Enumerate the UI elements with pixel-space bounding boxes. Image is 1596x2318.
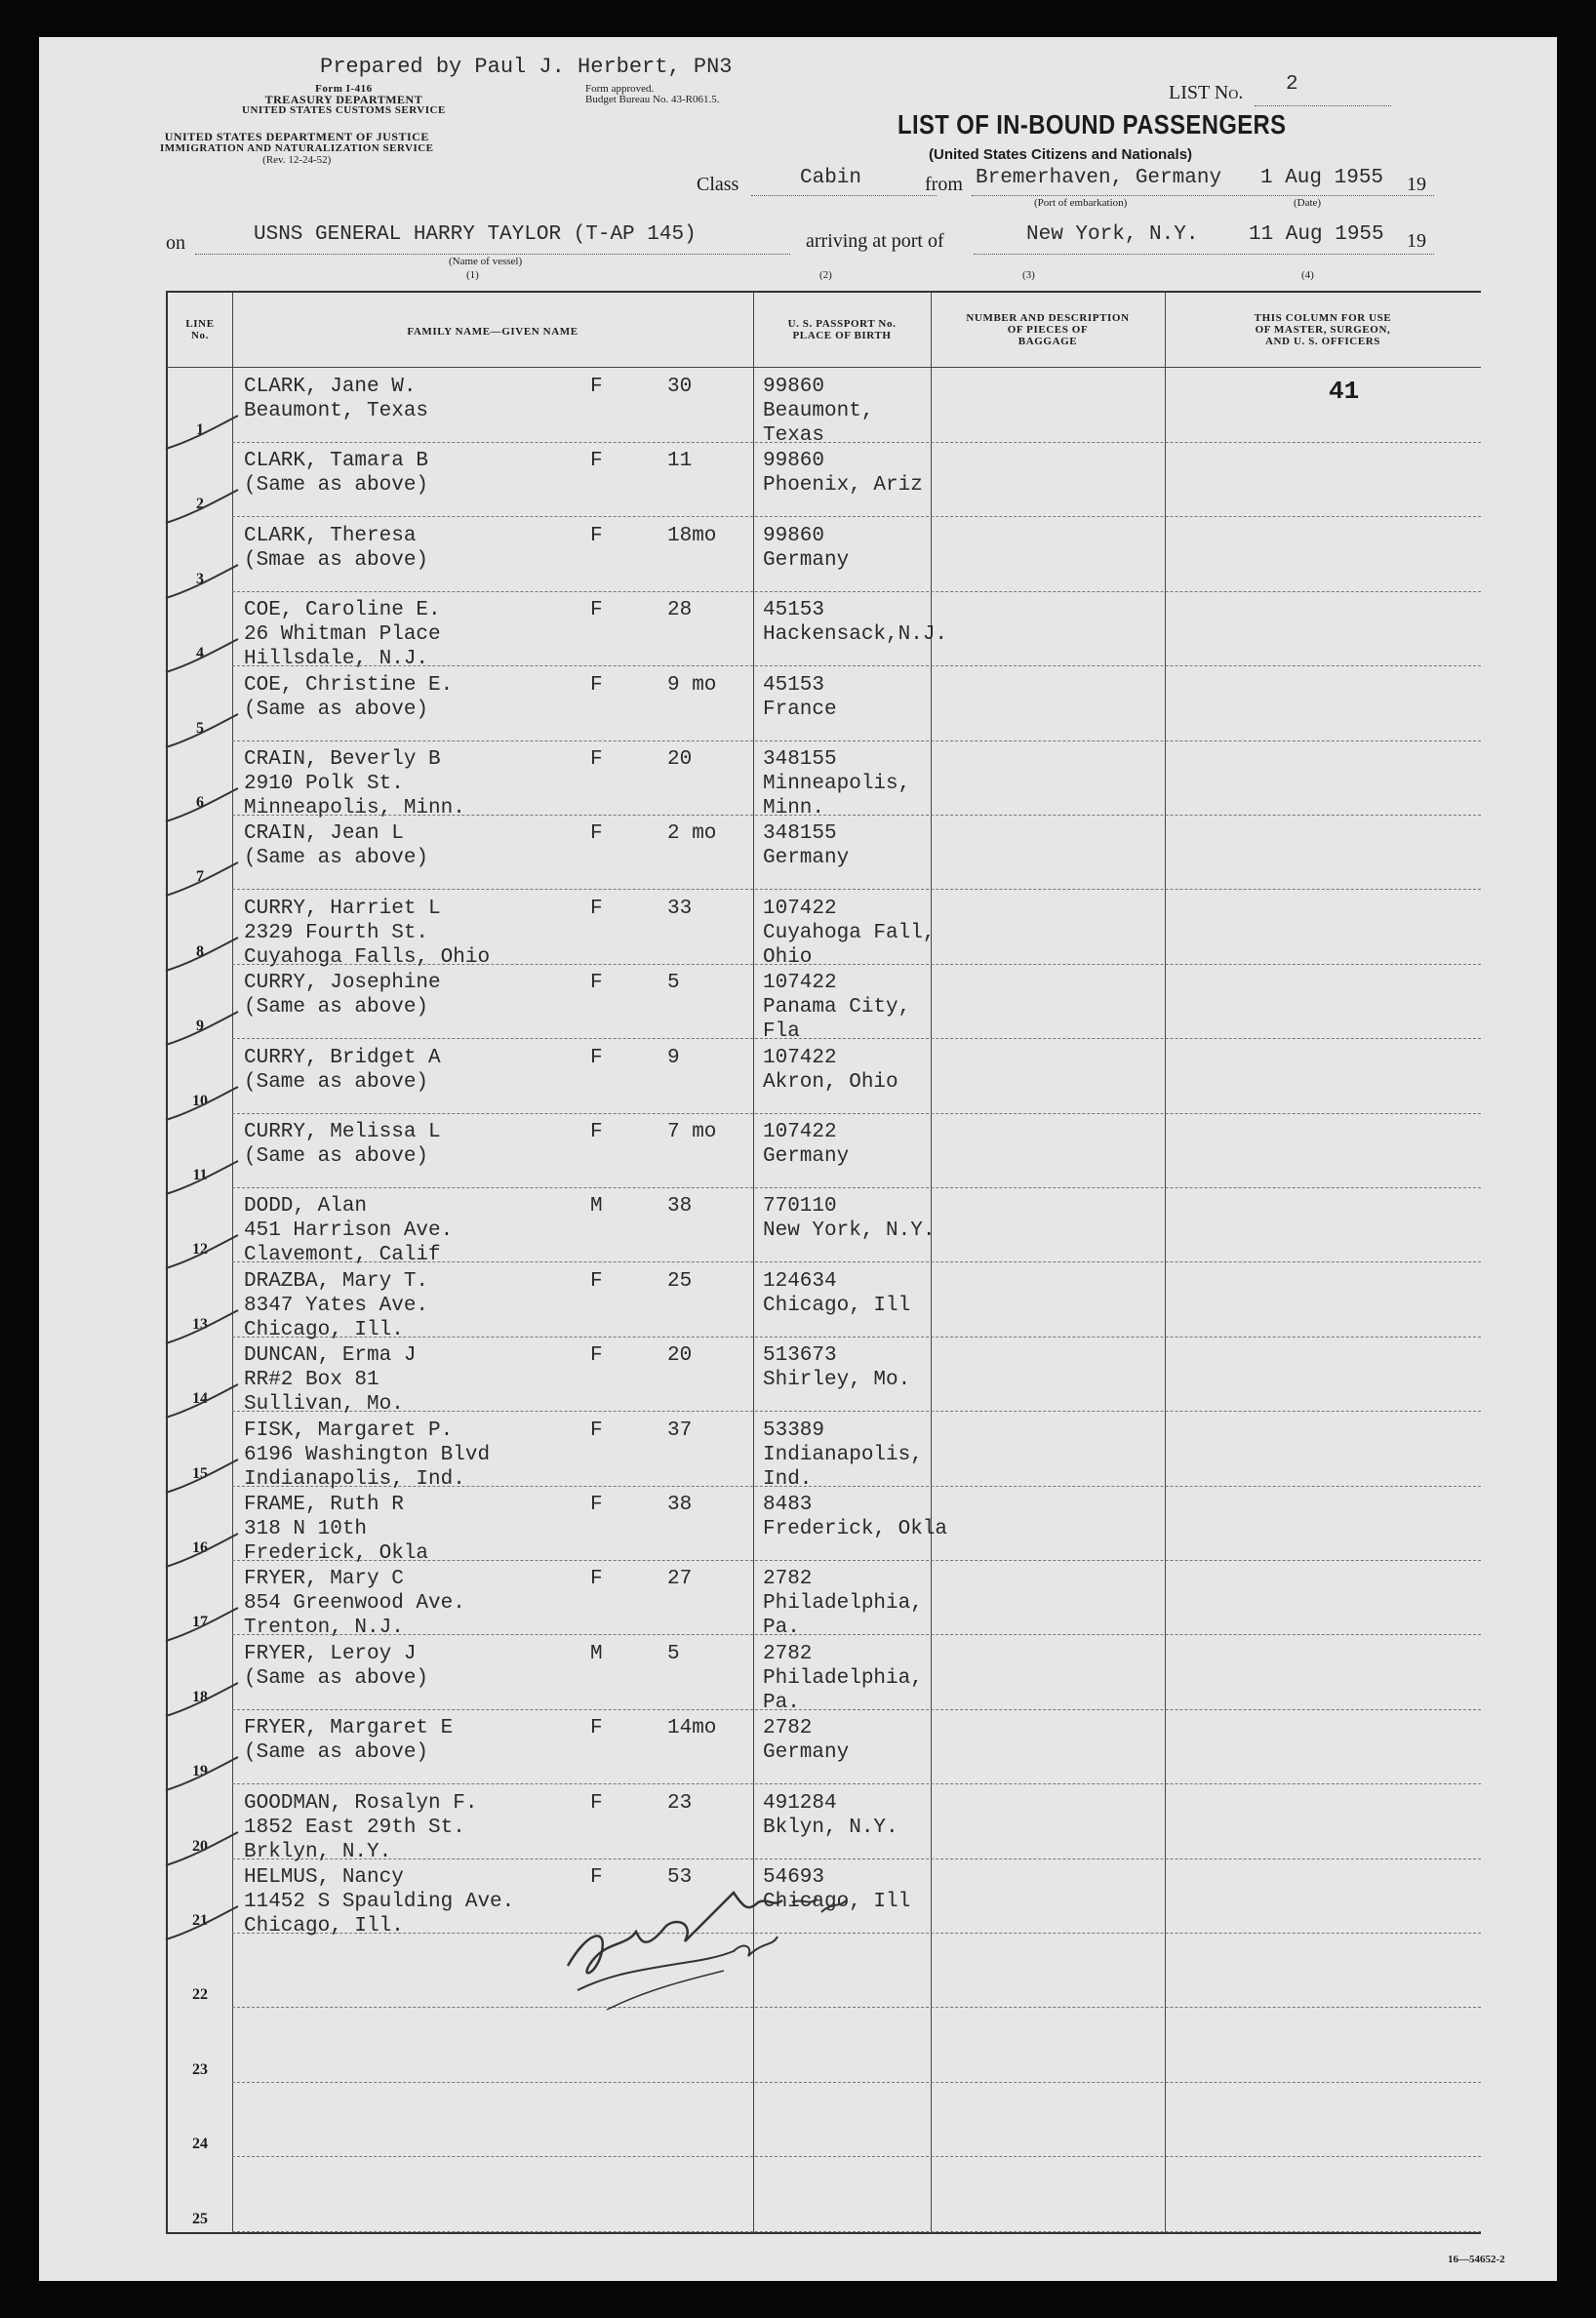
passenger-sex: F <box>590 673 603 697</box>
address-line: 854 Greenwood Ave. <box>244 1592 465 1616</box>
passport-birthplace <box>763 821 849 870</box>
form-number-block <box>242 84 446 116</box>
table-row <box>168 518 1481 592</box>
passenger-name <box>244 821 428 870</box>
line-number: 5 <box>196 719 204 737</box>
line-number: 23 <box>192 2060 208 2078</box>
name-line: CURRY, Harriet L <box>244 897 441 920</box>
passport-birthplace <box>763 524 849 573</box>
address-line: 11452 S Spaulding Ave. <box>244 1891 515 1913</box>
table-row <box>168 891 1481 969</box>
address-line: Chicago, Ill. <box>244 1915 404 1938</box>
line-number: 13 <box>192 1315 208 1333</box>
table-row <box>168 1785 1481 1863</box>
table-row <box>168 816 1481 890</box>
birthplace-line: Panama City, <box>763 996 911 1019</box>
passport-number: 348155 <box>763 822 837 846</box>
passport-birthplace <box>763 1493 947 1541</box>
table-row <box>168 1561 1481 1640</box>
address-line: (Same as above) <box>244 1666 429 1690</box>
doj-line: IMMIGRATION AND NATURALIZATION SERVICE <box>160 142 434 154</box>
header-line-no: LINE No. <box>185 318 215 341</box>
passenger-age: 20 <box>667 748 693 771</box>
address-line: Sullivan, Mo. <box>244 1393 404 1417</box>
passport-birthplace <box>763 1419 923 1492</box>
passenger-age: 9 mo <box>667 673 717 697</box>
name-line: CURRY, Melissa L <box>244 1121 441 1143</box>
birthplace-line: France <box>763 698 837 721</box>
passport-birthplace <box>763 598 947 647</box>
passport-number: 348155 <box>763 748 837 771</box>
line-number: 18 <box>192 1688 208 1705</box>
passport-number: 99860 <box>763 376 825 398</box>
birthplace-line: Chicago, Ill <box>763 1891 911 1913</box>
line-number: 19 <box>192 1763 208 1780</box>
passenger-age: 30 <box>667 376 693 398</box>
passenger-sex: F <box>590 524 603 547</box>
arriving-label: arriving at port of <box>806 230 944 252</box>
address-line: Cuyahoga Falls, Ohio <box>244 945 491 969</box>
passenger-age: 11 <box>667 450 693 473</box>
passport-number: 107422 <box>763 897 837 920</box>
birthplace-line: Ind. <box>763 1467 813 1491</box>
birthplace-line: Beaumont, <box>763 400 874 422</box>
address-line: (Same as above) <box>244 847 429 870</box>
address-line: (Same as above) <box>244 1145 429 1168</box>
address-line: (Same as above) <box>244 1741 429 1765</box>
passenger-name <box>244 1567 465 1640</box>
embarkation-port: Bremerhaven, Germany <box>976 167 1222 189</box>
birthplace-line: Germany <box>763 1145 850 1168</box>
passenger-age: 38 <box>667 1195 693 1219</box>
passenger-sex: F <box>590 1269 603 1293</box>
passenger-name <box>244 1046 441 1095</box>
table-row <box>168 592 1481 671</box>
line-number: 8 <box>196 942 204 960</box>
name-line: FRYER, Leroy J <box>244 1642 417 1665</box>
birthplace-line: Phoenix, Ariz <box>763 474 923 498</box>
passport-number: 8483 <box>763 1494 813 1516</box>
passenger-name <box>244 598 441 671</box>
passenger-sex: F <box>590 376 603 398</box>
table-row <box>168 965 1481 1044</box>
line-number: 12 <box>192 1241 208 1259</box>
passport-birthplace <box>763 1343 910 1392</box>
birthplace-line: Akron, Ohio <box>763 1070 898 1094</box>
passport-number: 54693 <box>763 1866 825 1889</box>
passport-number: 513673 <box>763 1344 837 1368</box>
line-number: 20 <box>192 1837 208 1855</box>
passenger-sex: F <box>590 599 603 622</box>
name-line: CLARK, Theresa <box>244 524 417 547</box>
passenger-sex: F <box>590 748 603 771</box>
passenger-sex: F <box>590 897 603 920</box>
year-suffix: 19 <box>1407 174 1426 195</box>
passport-number: 2782 <box>763 1717 813 1740</box>
birthplace-line: Frederick, Okla <box>763 1518 948 1540</box>
address-line: 8347 Yates Ave. <box>244 1294 429 1317</box>
table-row <box>168 1188 1481 1267</box>
passenger-name <box>244 673 453 722</box>
address-line: Indianapolis, Ind. <box>244 1467 465 1491</box>
table-row <box>168 1338 1481 1417</box>
passenger-age: 27 <box>667 1568 693 1591</box>
passenger-age: 38 <box>667 1494 693 1516</box>
doj-line: (Rev. 12-24-52) <box>262 154 332 166</box>
passenger-manifest-page <box>39 37 1557 2281</box>
table-row <box>168 2009 1481 2083</box>
passport-number: 45153 <box>763 673 825 697</box>
class-value: Cabin <box>800 167 862 189</box>
passenger-name <box>244 1493 428 1566</box>
line-number: 21 <box>192 1912 208 1929</box>
passenger-age: 53 <box>667 1866 693 1889</box>
passenger-age: 33 <box>667 897 693 920</box>
name-line: GOODMAN, Rosalyn F. <box>244 1791 478 1815</box>
address-line: (Same as above) <box>244 1070 429 1094</box>
name-line: COE, Christine E. <box>244 673 454 697</box>
passport-birthplace <box>763 1194 935 1243</box>
vessel-caption: (Name of vessel) <box>449 256 523 267</box>
birthplace-line: Minneapolis, <box>763 773 911 795</box>
address-line: 2329 Fourth St. <box>244 921 429 944</box>
name-line: DUNCAN, Erma J <box>244 1344 417 1368</box>
doj-block <box>160 131 434 166</box>
name-line: FRYER, Mary C <box>244 1568 404 1591</box>
passenger-name <box>244 449 428 498</box>
passport-number: 107422 <box>763 972 837 995</box>
embarkation-date: 1 Aug 1955 <box>1260 167 1384 189</box>
passenger-age: 23 <box>667 1791 693 1815</box>
passenger-sex: F <box>590 1344 603 1368</box>
list-no-label: LIST No. <box>1169 82 1244 103</box>
address-line: (Same as above) <box>244 698 429 721</box>
passenger-sex: F <box>590 1717 603 1740</box>
line-number: 11 <box>192 1167 208 1183</box>
passport-number: 770110 <box>763 1195 837 1219</box>
passport-birthplace <box>763 1642 923 1715</box>
passport-birthplace <box>763 449 923 498</box>
passenger-name <box>244 971 441 1019</box>
name-line: DRAZBA, Mary T. <box>244 1269 429 1293</box>
address-line: RR#2 Box 81 <box>244 1369 379 1392</box>
table-row <box>168 1263 1481 1341</box>
table-row <box>168 1710 1481 1784</box>
birthplace-line: Germany <box>763 548 850 572</box>
passport-number: 99860 <box>763 524 825 547</box>
birthplace-line: Minn. <box>763 797 825 819</box>
passenger-age: 5 <box>667 972 680 995</box>
passenger-sex: F <box>590 972 603 995</box>
table-row <box>168 1114 1481 1188</box>
line-number: 14 <box>192 1390 208 1408</box>
passenger-sex: F <box>590 1121 603 1143</box>
passenger-age: 5 <box>667 1642 680 1665</box>
table-row <box>168 2083 1481 2157</box>
address-line: Trenton, N.J. <box>244 1617 404 1640</box>
passenger-age: 25 <box>667 1269 693 1293</box>
passport-number: 124634 <box>763 1269 837 1293</box>
header-passport: U. S. PASSPORT No. PLACE OF BIRTH <box>787 318 897 341</box>
passenger-name <box>244 1642 428 1691</box>
name-line: CLARK, Tamara B <box>244 450 429 473</box>
table-row <box>168 369 1481 447</box>
name-line: DODD, Alan <box>244 1195 368 1219</box>
address-line: Brklyn, N.Y. <box>244 1840 392 1863</box>
birthplace-line: Pa. <box>763 1691 800 1714</box>
line-number: 3 <box>196 570 204 587</box>
birthplace-line: Shirley, Mo. <box>763 1369 911 1392</box>
name-line: COE, Caroline E. <box>244 599 441 622</box>
line-number: 6 <box>196 794 204 811</box>
passenger-name <box>244 1419 490 1492</box>
form-title: LIST OF IN-BOUND PASSENGERS <box>898 109 1287 140</box>
passport-birthplace <box>763 375 873 448</box>
passenger-age: 9 <box>667 1046 680 1069</box>
passport-birthplace <box>763 1567 923 1640</box>
passenger-name <box>244 1120 441 1169</box>
line-number: 22 <box>192 1986 208 2004</box>
name-line: FRAME, Ruth R <box>244 1494 404 1516</box>
from-label: from <box>925 174 963 195</box>
passenger-age: 28 <box>667 599 693 622</box>
passport-birthplace <box>763 747 910 820</box>
line-number: 1 <box>196 421 204 438</box>
passport-number: 53389 <box>763 1419 825 1442</box>
table-row <box>168 741 1481 819</box>
address-line: (Smae as above) <box>244 548 429 572</box>
birthplace-line: Hackensack,N.J. <box>763 623 948 647</box>
approval-line: Budget Bureau No. 43-R061.5. <box>585 94 720 105</box>
passenger-name <box>244 375 428 423</box>
passport-birthplace <box>763 1716 849 1765</box>
line-number: 9 <box>196 1018 204 1035</box>
address-line: (Same as above) <box>244 996 429 1019</box>
passport-birthplace <box>763 1791 898 1840</box>
passenger-sex: F <box>590 450 603 473</box>
line-number: 16 <box>192 1539 208 1556</box>
passport-number: 107422 <box>763 1046 837 1069</box>
birthplace-line: Philadelphia, <box>763 1666 923 1690</box>
table-row <box>168 667 1481 741</box>
passenger-name <box>244 1194 453 1267</box>
port-caption: (Port of embarkation) <box>1034 197 1128 209</box>
passport-number: 45153 <box>763 599 825 622</box>
address-line: 451 Harrison Ave. <box>244 1219 454 1243</box>
birthplace-line: Pa. <box>763 1617 800 1640</box>
passport-birthplace <box>763 1269 910 1318</box>
passenger-age: 14mo <box>667 1717 717 1740</box>
passenger-age: 2 mo <box>667 822 717 846</box>
passenger-sex: F <box>590 1046 603 1069</box>
passenger-table <box>166 291 1481 2234</box>
table-row <box>168 1413 1481 1491</box>
form-line: TREASURY DEPARTMENT <box>264 93 423 106</box>
passenger-sex: F <box>590 1419 603 1442</box>
passport-number: 2782 <box>763 1568 813 1591</box>
passenger-name <box>244 1791 477 1864</box>
line-number: 15 <box>192 1464 208 1482</box>
passenger-age: 20 <box>667 1344 693 1368</box>
class-label: Class <box>697 174 739 195</box>
line-number: 10 <box>192 1092 208 1109</box>
passenger-age: 7 mo <box>667 1121 717 1143</box>
column-number: (3) <box>1022 269 1035 281</box>
column-number: (4) <box>1301 269 1314 281</box>
table-row <box>168 1487 1481 1565</box>
passport-birthplace <box>763 897 935 970</box>
name-line: FRYER, Margaret E <box>244 1717 454 1740</box>
address-line: Chicago, Ill. <box>244 1318 404 1341</box>
passenger-sex: M <box>590 1642 603 1665</box>
budget-approval <box>585 84 719 105</box>
form-line: UNITED STATES CUSTOMS SERVICE <box>242 104 446 116</box>
name-line: CURRY, Bridget A <box>244 1046 441 1069</box>
name-line: CURRY, Josephine <box>244 972 441 995</box>
footer-code: 16—54652-2 <box>1448 2254 1505 2265</box>
birthplace-line: Indianapolis, <box>763 1443 923 1466</box>
doj-line: UNITED STATES DEPARTMENT OF JUSTICE <box>164 130 429 143</box>
address-line: Beaumont, Texas <box>244 400 429 422</box>
passenger-sex: F <box>590 1494 603 1516</box>
passenger-name <box>244 1716 453 1765</box>
address-line: Hillsdale, N.J. <box>244 648 429 671</box>
name-line: HELMUS, Nancy <box>244 1866 404 1889</box>
header-officers: THIS COLUMN FOR USE OF MASTER, SURGEON, AND U. S. OFFICERS <box>1254 312 1392 347</box>
column-number: (2) <box>819 269 832 281</box>
passenger-name <box>244 524 428 573</box>
table-row <box>168 1040 1481 1114</box>
passport-number: 491284 <box>763 1791 837 1815</box>
arrival-date: 11 Aug 1955 <box>1249 223 1384 246</box>
passenger-sex: F <box>590 1866 603 1889</box>
birthplace-line: Fla <box>763 1020 800 1044</box>
prepared-by-stamp: Prepared by Paul J. Herbert, PN3 <box>320 55 733 79</box>
header-baggage: NUMBER AND DESCRIPTION OF PIECES OF BAGGAGE <box>966 312 1130 347</box>
passenger-name <box>244 1865 514 1938</box>
name-line: CRAIN, Jean L <box>244 822 404 846</box>
year-suffix: 19 <box>1407 230 1426 252</box>
arrival-port: New York, N.Y. <box>1026 223 1199 246</box>
birthplace-line: New York, N.Y. <box>763 1219 936 1243</box>
line-number: 24 <box>192 2136 208 2153</box>
address-line: 6196 Washington Blvd <box>244 1443 491 1466</box>
passenger-name <box>244 1343 416 1417</box>
passenger-name <box>244 897 490 970</box>
signature <box>548 1873 880 2019</box>
passport-birthplace <box>763 673 837 722</box>
passport-birthplace <box>763 1046 898 1095</box>
passport-number: 99860 <box>763 450 825 473</box>
table-row <box>168 1636 1481 1714</box>
line-number: 4 <box>196 645 204 662</box>
address-line: Clavemont, Calif <box>244 1244 441 1267</box>
form-subtitle: (United States Citizens and Nationals) <box>929 146 1193 163</box>
address-line: 2910 Polk St. <box>244 773 404 795</box>
table-row <box>168 443 1481 517</box>
address-line: 318 N 10th <box>244 1518 368 1540</box>
line-number: 7 <box>196 868 204 886</box>
line-number: 25 <box>192 2210 208 2227</box>
passport-birthplace <box>763 1120 849 1169</box>
passport-number: 107422 <box>763 1121 837 1143</box>
header-name: FAMILY NAME—GIVEN NAME <box>407 326 579 338</box>
officer-count: 41 <box>1329 377 1360 406</box>
address-line: (Same as above) <box>244 474 429 498</box>
name-line: CRAIN, Beverly B <box>244 748 441 771</box>
passport-birthplace <box>763 971 910 1044</box>
column-number: (1) <box>466 269 479 281</box>
vessel-name: USNS GENERAL HARRY TAYLOR (T-AP 145) <box>254 223 697 246</box>
on-label: on <box>166 232 185 254</box>
birthplace-line: Ohio <box>763 945 813 969</box>
list-no-value: 2 <box>1286 73 1298 96</box>
address-line: 1852 East 29th St. <box>244 1816 465 1839</box>
passport-number: 2782 <box>763 1642 813 1665</box>
line-number: 17 <box>192 1614 208 1631</box>
passenger-sex: F <box>590 822 603 846</box>
form-line: Form I-416 <box>315 83 373 95</box>
name-line: FISK, Margaret P. <box>244 1419 454 1442</box>
passenger-name <box>244 1269 428 1342</box>
birthplace-line: Philadelphia, <box>763 1592 923 1616</box>
approval-line: Form approved. <box>585 83 655 95</box>
address-line: 26 Whitman Place <box>244 623 441 647</box>
birthplace-line: Chicago, Ill <box>763 1294 911 1317</box>
address-line: Minneapolis, Minn. <box>244 797 465 819</box>
passenger-sex: M <box>590 1195 603 1219</box>
name-line: CLARK, Jane W. <box>244 376 417 398</box>
passenger-age: 37 <box>667 1419 693 1442</box>
address-line: Frederick, Okla <box>244 1542 429 1565</box>
passenger-name <box>244 747 465 820</box>
passenger-sex: F <box>590 1568 603 1591</box>
passenger-age: 18mo <box>667 524 717 547</box>
date-caption: (Date) <box>1294 197 1322 209</box>
birthplace-line: Bklyn, N.Y. <box>763 1816 898 1839</box>
birthplace-line: Germany <box>763 847 850 870</box>
birthplace-line: Germany <box>763 1741 850 1765</box>
passenger-sex: F <box>590 1791 603 1815</box>
birthplace-line: Cuyahoga Fall, <box>763 921 936 944</box>
line-number: 2 <box>196 496 204 513</box>
birthplace-line: Texas <box>763 424 825 447</box>
table-row <box>168 2158 1481 2232</box>
